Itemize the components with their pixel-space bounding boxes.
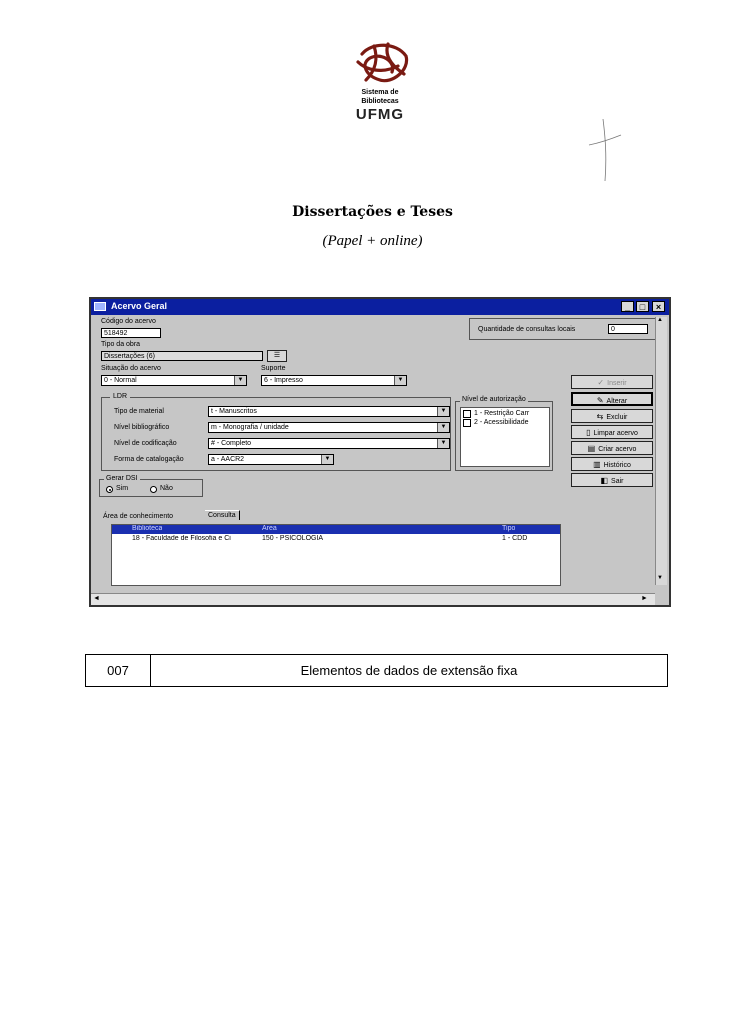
row-biblioteca: 18 - Faculdade de Filosofia e Ci (132, 535, 231, 542)
quantidade-group (469, 318, 659, 340)
inserir-label: Inserir (607, 380, 627, 387)
ldr-group (101, 393, 451, 471)
page-subtitle: (Papel + online) (322, 233, 423, 249)
suporte-value: 6 - Impresso (264, 377, 303, 384)
field-table (85, 654, 668, 687)
grid-header-area: Área (262, 525, 277, 532)
brand-line-1: Sistema de (361, 89, 399, 96)
brand-line-2: Bibliotecas (361, 98, 399, 105)
acervo-window (89, 297, 671, 607)
nivel-cod-value: # - Completo (211, 440, 252, 447)
nivel-cod-select[interactable] (208, 438, 450, 449)
radio-nao[interactable] (150, 486, 157, 493)
excluir-label: Excluir (606, 414, 628, 421)
tipo-material-select[interactable] (208, 406, 450, 417)
historico-label: Histórico (603, 462, 631, 469)
radio-sim-label: Sim (116, 485, 129, 492)
maximize-icon[interactable]: □ (636, 301, 649, 312)
chevron-down-icon[interactable]: ▼ (321, 455, 333, 464)
scroll-down-icon[interactable]: ▼ (657, 575, 663, 581)
sair-label: Sair (611, 478, 624, 485)
tipo-obra-label: Tipo da obra (101, 341, 141, 348)
chevron-down-icon[interactable]: ▼ (437, 423, 449, 432)
ufmg-logo-icon (352, 40, 414, 88)
history-icon: ▥ (593, 460, 601, 469)
delete-icon: ⇆ (596, 412, 604, 421)
horizontal-scrollbar[interactable] (91, 593, 655, 605)
chevron-down-icon[interactable]: ▼ (437, 407, 449, 416)
scroll-right-icon[interactable]: ► (641, 595, 648, 602)
gerar-dsi-legend: Gerar DSI (106, 475, 138, 482)
forma-cat-value: a - AACR2 (211, 456, 245, 463)
chevron-down-icon[interactable]: ▼ (394, 376, 406, 385)
close-icon[interactable]: × (652, 301, 665, 312)
field-description: Elementos de dados de extensão fixa (300, 663, 518, 678)
grid-header-tipo: Tipo (502, 525, 516, 532)
minimize-icon[interactable]: _ (621, 301, 634, 312)
chevron-down-icon[interactable]: ▼ (234, 376, 246, 385)
situacao-label: Situação do acervo (101, 365, 161, 372)
quantidade-field[interactable]: 0 (608, 324, 648, 334)
window-titlebar (91, 299, 669, 315)
window-app-icon (94, 302, 106, 311)
situacao-select[interactable] (101, 375, 247, 386)
tab-area-conhecimento[interactable]: Área de conhecimento (103, 513, 174, 520)
grid-header (112, 525, 560, 534)
codigo-field[interactable]: 518492 (101, 328, 161, 338)
nivel-bib-label: Nível bibliográfico (114, 424, 170, 431)
limpar-button[interactable] (571, 425, 653, 439)
nivel-autorizacao-group (455, 396, 553, 471)
suporte-select[interactable] (261, 375, 407, 386)
nivel-bib-select[interactable] (208, 422, 450, 433)
table-row[interactable] (112, 535, 560, 545)
inserir-button[interactable] (571, 375, 653, 389)
tipo-obra-field[interactable]: Dissertações (6) (101, 351, 263, 361)
exit-icon: ◧ (600, 476, 609, 485)
ldr-legend: LDR (110, 393, 130, 400)
alterar-label: Alterar (606, 398, 628, 405)
pen-mark (585, 115, 625, 185)
check-icon: ✓ (597, 378, 605, 387)
nivel-bib-value: m - Monografia / unidade (211, 424, 289, 431)
nivel-cod-label: Nível de codificação (114, 440, 177, 447)
historico-button[interactable] (571, 457, 653, 471)
nivel-autorizacao-label: Nível de autorização (462, 396, 526, 403)
clear-icon: ▯ (586, 428, 591, 437)
chevron-down-icon[interactable]: ▼ (437, 439, 449, 448)
brand-line-3: UFMG (355, 106, 405, 123)
situacao-value: 0 - Normal (104, 377, 137, 384)
area-grid (111, 524, 561, 586)
tipo-material-value: t - Manuscritos (211, 408, 257, 415)
gerar-dsi-group (99, 475, 203, 497)
scroll-up-icon[interactable]: ▲ (657, 317, 663, 323)
window-title: Acervo Geral (111, 301, 168, 311)
scroll-left-icon[interactable]: ◄ (93, 595, 100, 602)
codigo-label: Código do acervo (101, 318, 156, 325)
new-icon: ▤ (587, 444, 596, 453)
sair-button[interactable] (571, 473, 653, 487)
radio-nao-label: Não (160, 485, 173, 492)
criar-button[interactable] (571, 441, 653, 455)
radio-sim[interactable] (106, 486, 113, 493)
nivel-autorizacao-list[interactable] (460, 407, 550, 467)
excluir-button[interactable] (571, 409, 653, 423)
limpar-label: Limpar acervo (593, 430, 638, 437)
checkbox-restricao[interactable] (463, 410, 471, 418)
nivel-item-1: 1 - Restrição Carr (474, 410, 530, 417)
criar-label: Criar acervo (598, 446, 637, 453)
suporte-label: Suporte (261, 365, 286, 372)
field-code: 007 (86, 655, 151, 686)
forma-cat-select[interactable] (208, 454, 334, 465)
quantidade-label: Quantidade de consultas locais (478, 326, 576, 333)
tipo-material-label: Tipo de material (114, 408, 164, 415)
row-area: 150 - PSICOLOGIA (262, 535, 324, 542)
grid-header-biblioteca: Biblioteca (132, 525, 163, 532)
page-title: Dissertações e Teses (292, 204, 453, 220)
row-tipo: 1 - CDD (502, 535, 528, 542)
lookup-icon[interactable]: ☰ (267, 350, 287, 362)
checkbox-acessibilidade[interactable] (463, 419, 471, 427)
nivel-item-2: 2 - Acessibilidade (474, 419, 529, 426)
tab-consulta[interactable]: Consulta (205, 510, 240, 520)
vertical-scrollbar[interactable] (655, 317, 667, 585)
alterar-button[interactable] (571, 392, 653, 406)
forma-cat-label: Forma de catalogação (114, 456, 184, 463)
edit-icon: ✎ (596, 396, 604, 405)
